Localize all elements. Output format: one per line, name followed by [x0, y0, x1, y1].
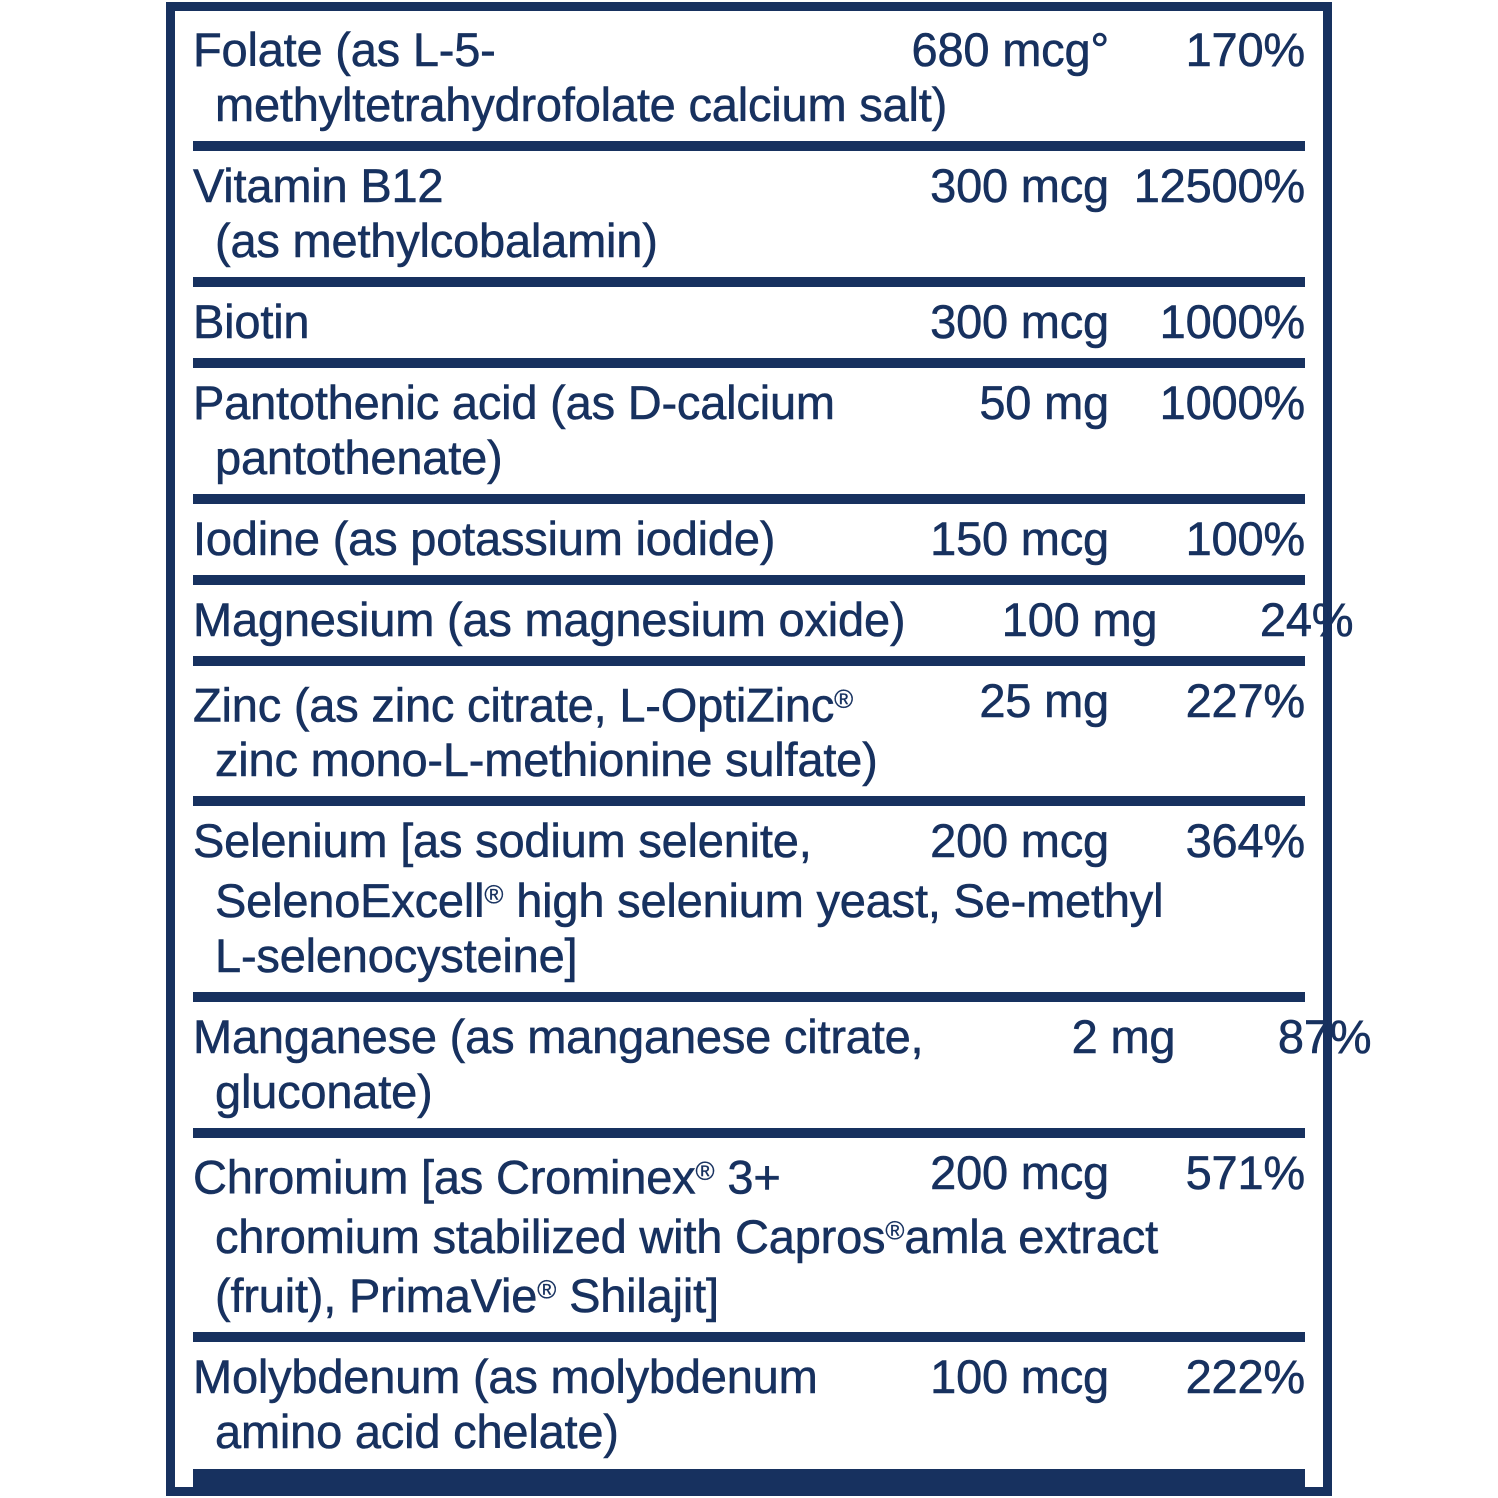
nutrient-name-continuation: zinc mono-L-methionine sulfate): [215, 733, 878, 787]
nutrient-daily-value: 571%: [1185, 1145, 1305, 1199]
nutrient-name: Selenium [as sodium selenite,: [193, 814, 812, 868]
row-divider: [193, 575, 1305, 585]
table-end-bar: [193, 1469, 1305, 1488]
nutrient-name-continuation: gluconate): [215, 1064, 433, 1118]
registered-trademark-superscript: ®: [695, 1157, 715, 1186]
nutrient-row-first-line: [193, 158, 1305, 213]
nutrient-amount: 100 mg: [1001, 593, 1158, 646]
nutrient-name: Vitamin B12: [193, 159, 444, 212]
nutrient-name: Folate (as L-5-: [193, 23, 496, 76]
nutrient-name-continuation: methyltetrahydrofolate calcium salt): [215, 78, 948, 131]
nutrient-daily-value: 364%: [1185, 814, 1305, 868]
nutrient-row-first-line: [193, 813, 1305, 868]
nutrient-row-first-line: [193, 1145, 1305, 1204]
nutrient-name: Zinc (as zinc citrate, L-OptiZinc®: [193, 678, 854, 732]
nutrient-amount: 50 mg: [979, 376, 1109, 429]
row-divider: [193, 796, 1305, 806]
nutrient-row-first-line: [193, 1349, 1305, 1404]
nutrient-amount: 25 mg: [979, 674, 1109, 727]
nutrient-row: [193, 151, 1305, 277]
nutrient-daily-value: 1000%: [1159, 295, 1305, 348]
registered-trademark-superscript: ®: [885, 1217, 905, 1246]
registered-trademark-superscript: ®: [834, 686, 854, 714]
nutrient-daily-value: 170%: [1185, 23, 1305, 76]
row-divider: [193, 656, 1305, 666]
nutrient-name-continuation: SelenoExcell® high selenium yeast, Se-methyl: [215, 873, 1164, 927]
nutrient-row: [193, 15, 1305, 141]
nutrient-name: Chromium [as Crominex® 3+: [193, 1150, 781, 1204]
nutrient-amount: 200 mcg: [930, 1145, 1109, 1199]
nutrient-row: [193, 806, 1305, 991]
nutrient-row: [193, 1002, 1372, 1128]
nutrient-amount: 2 mg: [1071, 1009, 1176, 1063]
nutrient-row: [193, 585, 1354, 656]
nutrient-name-continuation: pantothenate): [215, 431, 503, 484]
nutrient-row: [193, 666, 1305, 796]
nutrient-name: Biotin: [193, 295, 310, 348]
row-divider: [193, 1332, 1305, 1342]
nutrient-row: [193, 1138, 1305, 1332]
nutrient-daily-value: 1000%: [1159, 376, 1305, 429]
nutrient-row-first-line: [193, 294, 1305, 349]
nutrient-row: [193, 287, 1305, 358]
nutrient-name: Iodine (as potassium iodide): [193, 512, 776, 565]
nutrient-name-continuation: (fruit), PrimaVie® Shilajit]: [215, 1269, 719, 1323]
registered-trademark-superscript: ®: [537, 1276, 557, 1305]
row-divider: [193, 277, 1305, 287]
nutrient-daily-value: 227%: [1185, 674, 1305, 727]
nutrient-daily-value: 87%: [1277, 1009, 1372, 1063]
nutrient-amount: 100 mcg: [930, 1350, 1109, 1404]
registered-trademark-superscript: ®: [484, 881, 504, 910]
nutrient-row-first-line: [193, 592, 1354, 647]
nutrient-row: [193, 368, 1305, 494]
nutrient-row: [193, 504, 1305, 575]
nutrient-row-first-line: [193, 1009, 1372, 1064]
nutrient-rows: [193, 15, 1372, 1468]
nutrient-amount: 200 mcg: [930, 814, 1109, 868]
row-divider: [193, 1128, 1305, 1138]
nutrient-daily-value: 100%: [1185, 512, 1305, 565]
nutrient-row-first-line: [193, 22, 1305, 77]
nutrient-name-continuation: (as methylcobalamin): [215, 214, 658, 267]
nutrient-name: Molybdenum (as molybdenum: [193, 1350, 818, 1404]
nutrient-row-first-line: [193, 511, 1305, 566]
row-divider: [193, 494, 1305, 504]
row-divider: [193, 141, 1305, 151]
nutrient-name-continuation: amino acid chelate): [215, 1405, 619, 1459]
nutrient-amount: 680 mcg°: [911, 23, 1109, 76]
nutrient-name-continuation: chromium stabilized with Capros®amla extract: [215, 1209, 1158, 1263]
nutrient-name: Magnesium (as magnesium oxide): [193, 593, 906, 646]
row-divider: [193, 358, 1305, 368]
nutrient-name-continuation: L-selenocysteine]: [215, 928, 578, 982]
nutrient-row-first-line: [193, 375, 1305, 430]
supplement-facts-table: [166, 2, 1372, 1496]
nutrient-name: Pantothenic acid (as D-calcium: [193, 376, 835, 429]
nutrient-row-first-line: [193, 673, 1305, 732]
nutrient-row: [193, 1342, 1305, 1468]
nutrient-daily-value: 12500%: [1133, 159, 1305, 212]
nutrient-amount: 300 mcg: [930, 295, 1109, 348]
nutrient-name: Manganese (as manganese citrate,: [193, 1009, 924, 1063]
nutrient-daily-value: 222%: [1185, 1350, 1305, 1404]
row-divider: [193, 992, 1305, 1002]
nutrient-amount: 300 mcg: [930, 159, 1109, 212]
nutrient-daily-value: 24%: [1259, 593, 1354, 646]
nutrient-amount: 150 mcg: [930, 512, 1109, 565]
